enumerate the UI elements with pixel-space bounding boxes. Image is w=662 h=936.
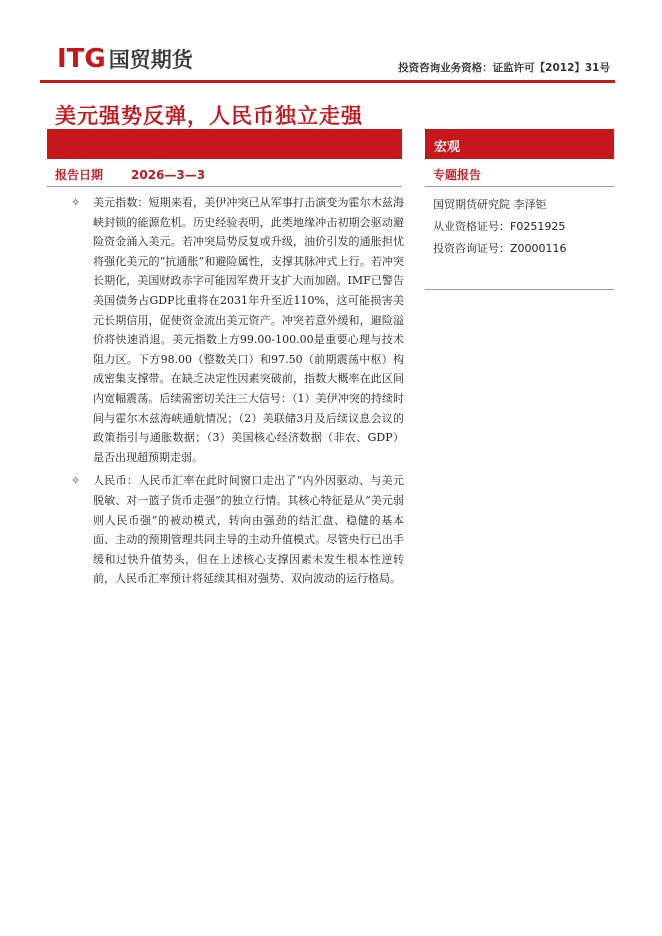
sidebar-divider-top bbox=[425, 186, 614, 187]
category-label: 宏观 bbox=[434, 140, 461, 155]
date-divider bbox=[47, 186, 402, 187]
company-logo bbox=[57, 44, 193, 75]
date-label: 报告日期 bbox=[55, 168, 104, 182]
logo-brand: ITG bbox=[57, 44, 106, 74]
report-title: 美元强势反弹，人民币独立走强 bbox=[55, 104, 363, 128]
sidebar-divider-bottom bbox=[425, 289, 614, 290]
qualification-number: 从业资格证号：F0251925 bbox=[433, 220, 566, 233]
diamond-bullet-icon: ✧ bbox=[71, 196, 81, 209]
consulting-number: 投资咨询证号：Z0000116 bbox=[433, 242, 567, 255]
author-info bbox=[433, 194, 567, 260]
license-text: 投资咨询业务资格：证监许可【2012】31号 bbox=[398, 62, 610, 74]
summary-bullets bbox=[68, 193, 404, 593]
report-type: 专题报告 bbox=[433, 168, 482, 182]
bullet-rmb bbox=[68, 471, 404, 589]
bullet-text: 美元指数：短期来看，美伊冲突已从军事打击演变为霍尔木兹海峡封锁的能源危机。历史经验表明，此类地缘冲击初期会驱动避险资金涌入美元。若冲突局势反复或升级，油价引发的通胀担忧将强化美元的“抗通胀”和避险属性，支撑其脉冲式上行。若冲突长期化，美国财政赤字可能因军费开支扩大而加剧。IMF已警告美国债务占GDP比重将在2031年升至近110%，这可能损害美元长期信用，促使资金流出美元资产。冲突若意外缓和，避险溢价将快速消退。美元指数上方99.00-100.00是重要心理与技术阻力区。下方98.00（整数关口）和97.50（前期震荡中枢）构成密集支撑带。在缺乏决定性因素突破前，指数大概率在此区间内宽幅震荡。后续需密切关注三大信号：（1）美伊冲突的持续时间与霍尔木兹海峡通航情况；（2）美联储3月及后续议息会议的政策指引与通胀数据；（3）美国核心经济数据（非农、GDP）是否出现超预期走弱。 bbox=[93, 196, 404, 464]
header-divider bbox=[40, 80, 615, 83]
title-band bbox=[47, 129, 402, 159]
category-band bbox=[425, 129, 614, 159]
report-date bbox=[55, 166, 205, 183]
bullet-text: 人民币：人民币汇率在此时间窗口走出了“内外因驱动、与美元脱敏、对一篮子货币走强”的独立行情。其核心特征是从“美元弱则人民币强”的被动模式，转向由强劲的结汇盘、稳健的基本面、主动的预期管理共同主导的主动升值模式。尽管央行已出手缓和过快升值势头，但在上述核心支撑因素未发生根本性逆转前，人民币汇率预计将延续其相对强势、双向波动的运行格局。 bbox=[93, 474, 404, 586]
date-value: 2026—3—3 bbox=[131, 168, 206, 182]
logo-name: 国贸期货 bbox=[108, 48, 193, 72]
author-line: 国贸期货研究院 李泽钜 bbox=[433, 198, 547, 211]
diamond-bullet-icon: ✧ bbox=[71, 474, 81, 488]
bullet-usd-index bbox=[68, 193, 404, 467]
